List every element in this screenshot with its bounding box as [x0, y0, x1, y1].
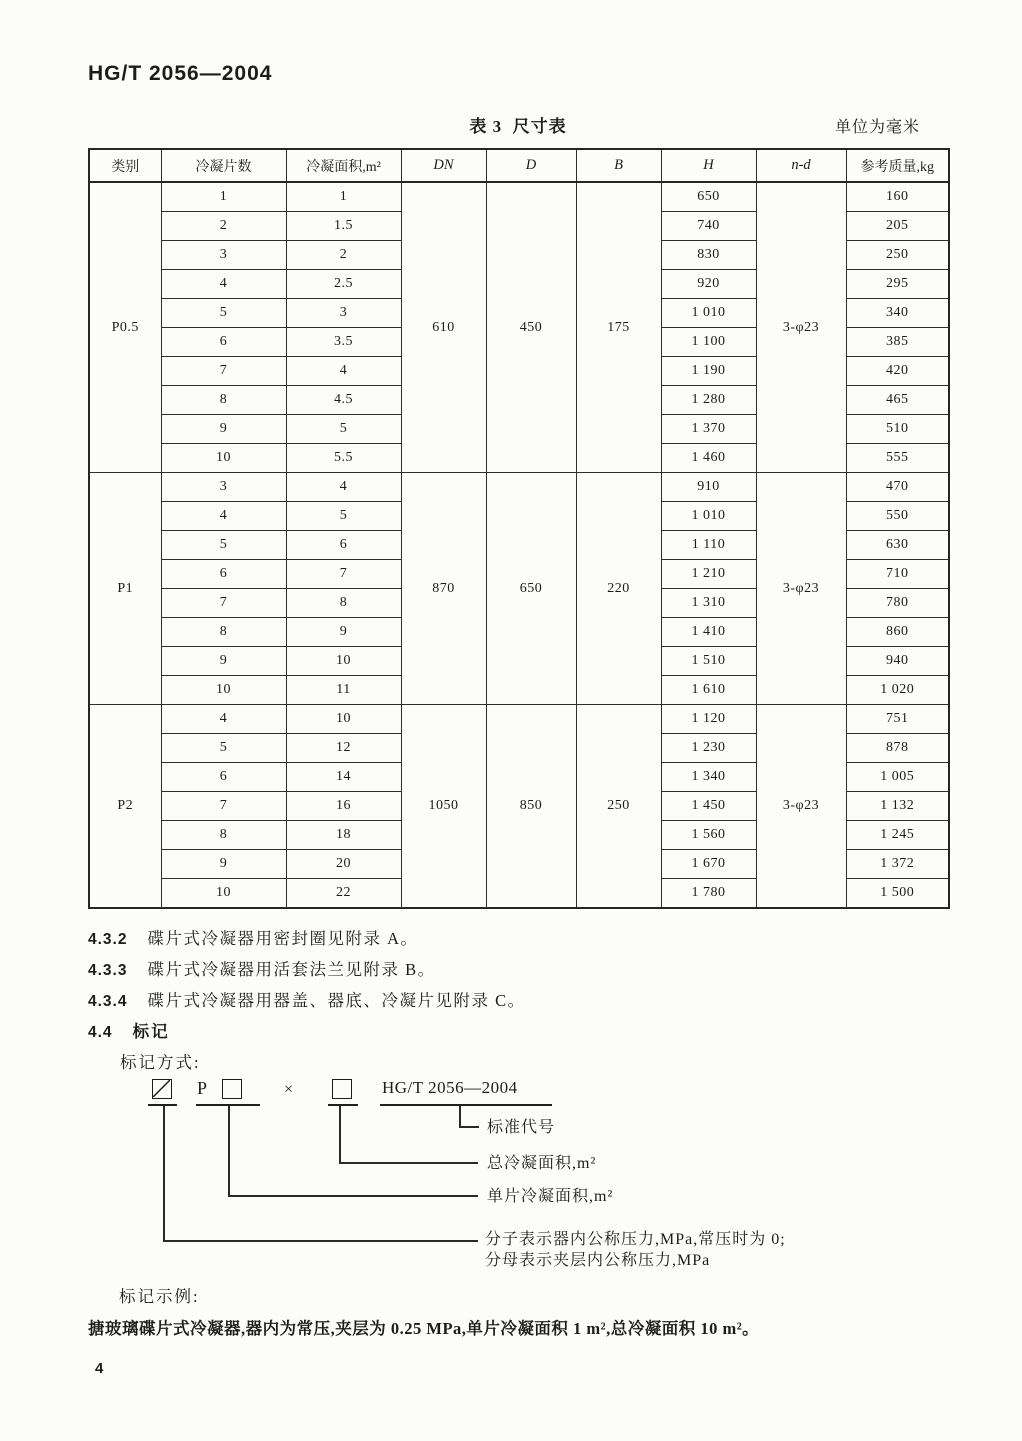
cell-mass: 550: [846, 502, 949, 531]
underline: [328, 1104, 358, 1106]
cell-h: 1 410: [661, 618, 756, 647]
cell-area: 1: [286, 182, 401, 212]
column-header-7: n-d: [756, 149, 846, 182]
column-header-5: B: [576, 149, 661, 182]
cell-b: 175: [576, 182, 661, 473]
cell-mass: 250: [846, 241, 949, 270]
cell-mass: 470: [846, 473, 949, 502]
cell-nd: 3-φ23: [756, 473, 846, 705]
column-header-3: DN: [401, 149, 486, 182]
single-area-box: [222, 1079, 242, 1099]
cell-mass: 1 500: [846, 879, 949, 909]
cell-mass: 710: [846, 560, 949, 589]
clause-4-3-4: [88, 991, 526, 1022]
cell-mass: 420: [846, 357, 949, 386]
marking-standard-code: HG/T 2056—2004: [382, 1078, 518, 1097]
cell-mass: 630: [846, 531, 949, 560]
cell-h: 1 230: [661, 734, 756, 763]
cell-area: 5: [286, 415, 401, 444]
cell-pieces: 4: [161, 502, 286, 531]
cell-h: 1 010: [661, 502, 756, 531]
cell-area: 2.5: [286, 270, 401, 299]
table-row: [89, 182, 949, 212]
cell-pieces: 8: [161, 618, 286, 647]
cell-pieces: 9: [161, 415, 286, 444]
clause-number: 4.3.2: [88, 931, 128, 948]
cell-d: 850: [486, 705, 576, 909]
label-single-area: 单片冷凝面积,m²: [487, 1188, 614, 1205]
leader-line: [339, 1162, 478, 1164]
column-header-2: 冷凝面积,m²: [286, 149, 401, 182]
cell-mass: 510: [846, 415, 949, 444]
cell-pieces: 10: [161, 879, 286, 909]
clause-number: 4.3.3: [88, 962, 128, 979]
column-header-0: 类别: [89, 149, 161, 182]
cell-mass: 860: [846, 618, 949, 647]
cell-area: 1.5: [286, 212, 401, 241]
cell-mass: 555: [846, 444, 949, 473]
cell-b: 220: [576, 473, 661, 705]
cell-area: 3.5: [286, 328, 401, 357]
cell-nd: 3-φ23: [756, 705, 846, 909]
cell-b: 250: [576, 705, 661, 909]
cell-area: 10: [286, 705, 401, 734]
cell-pieces: 5: [161, 734, 286, 763]
cell-h: 910: [661, 473, 756, 502]
cell-h: 740: [661, 212, 756, 241]
cell-area: 4.5: [286, 386, 401, 415]
cell-mass: 1 020: [846, 676, 949, 705]
clause-text: 碟片式冷凝器用活套法兰见附录 B。: [147, 960, 436, 979]
cell-area: 18: [286, 821, 401, 850]
clause-number: 4.4: [88, 1024, 113, 1041]
cell-mass: 1 245: [846, 821, 949, 850]
cell-d: 650: [486, 473, 576, 705]
cell-area: 5: [286, 502, 401, 531]
fraction-slash-icon: [153, 1080, 170, 1097]
leader-line: [339, 1106, 341, 1163]
cell-mass: 465: [846, 386, 949, 415]
cell-h: 1 780: [661, 879, 756, 909]
cell-h: 1 210: [661, 560, 756, 589]
clause-text: 碟片式冷凝器用密封圈见附录 A。: [147, 929, 419, 948]
cell-h: 1 670: [661, 850, 756, 879]
cell-dn: 870: [401, 473, 486, 705]
cell-pieces: 7: [161, 589, 286, 618]
table-caption-row: [88, 112, 948, 138]
leader-line: [163, 1240, 478, 1242]
cell-category: P2: [89, 705, 161, 909]
cell-h: 1 560: [661, 821, 756, 850]
pressure-fraction-box: [152, 1079, 172, 1099]
cell-pieces: 4: [161, 270, 286, 299]
label-pressure: [485, 1229, 786, 1271]
cell-h: 1 460: [661, 444, 756, 473]
cell-pieces: 6: [161, 763, 286, 792]
column-header-4: D: [486, 149, 576, 182]
cell-pieces: 5: [161, 531, 286, 560]
cell-area: 20: [286, 850, 401, 879]
cell-area: 12: [286, 734, 401, 763]
cell-mass: 1 005: [846, 763, 949, 792]
cell-h: 830: [661, 241, 756, 270]
cell-pieces: 9: [161, 850, 286, 879]
label-pressure-line2: 分母表示夹层内公称压力,MPa: [485, 1252, 711, 1269]
cell-mass: 940: [846, 647, 949, 676]
cell-h: 1 310: [661, 589, 756, 618]
column-header-8: 参考质量,kg: [846, 149, 949, 182]
table-caption: 表 3 尺寸表: [469, 117, 567, 136]
cell-dn: 610: [401, 182, 486, 473]
leader-line: [459, 1126, 479, 1128]
cell-pieces: 10: [161, 444, 286, 473]
cell-area: 10: [286, 647, 401, 676]
clause-list: [88, 929, 526, 1053]
example-text: 搪玻璃碟片式冷凝器,器内为常压,夹层为 0.25 MPa,单片冷凝面积 1 m²,总冷凝面积 10 m²。: [88, 1319, 760, 1338]
table-header-row: [89, 149, 949, 182]
cell-h: 650: [661, 182, 756, 212]
cell-area: 9: [286, 618, 401, 647]
cell-h: 1 110: [661, 531, 756, 560]
leader-line: [459, 1106, 461, 1126]
cell-mass: 340: [846, 299, 949, 328]
cell-dn: 1050: [401, 705, 486, 909]
clause-text: 标记: [132, 1022, 170, 1041]
cell-pieces: 3: [161, 473, 286, 502]
cell-pieces: 5: [161, 299, 286, 328]
cell-h: 1 100: [661, 328, 756, 357]
total-area-box: [332, 1079, 352, 1099]
label-total-area: 总冷凝面积,m²: [487, 1155, 597, 1172]
cell-pieces: 9: [161, 647, 286, 676]
cell-h: 1 450: [661, 792, 756, 821]
cell-pieces: 3: [161, 241, 286, 270]
cell-pieces: 6: [161, 560, 286, 589]
table-row: [89, 705, 949, 734]
cell-pieces: 8: [161, 821, 286, 850]
cell-h: 1 510: [661, 647, 756, 676]
cell-mass: 205: [846, 212, 949, 241]
table-body: [89, 182, 949, 908]
cell-h: 1 010: [661, 299, 756, 328]
cell-mass: 1 372: [846, 850, 949, 879]
label-pressure-line1: 分子表示器内公称压力,MPa,常压时为 0;: [485, 1231, 786, 1248]
times-symbol: ×: [284, 1081, 294, 1098]
cell-pieces: 4: [161, 705, 286, 734]
cell-h: 1 340: [661, 763, 756, 792]
cell-mass: 751: [846, 705, 949, 734]
cell-area: 16: [286, 792, 401, 821]
cell-area: 11: [286, 676, 401, 705]
cell-area: 14: [286, 763, 401, 792]
cell-nd: 3-φ23: [756, 182, 846, 473]
example-label: 标记示例:: [119, 1287, 200, 1306]
dimension-table: [88, 148, 950, 909]
cell-area: 5.5: [286, 444, 401, 473]
cell-h: 1 280: [661, 386, 756, 415]
cell-pieces: 1: [161, 182, 286, 212]
cell-mass: 780: [846, 589, 949, 618]
page-number: 4: [95, 1360, 104, 1377]
column-header-1: 冷凝片数: [161, 149, 286, 182]
cell-pieces: 7: [161, 357, 286, 386]
cell-area: 7: [286, 560, 401, 589]
standard-code-header: HG/T 2056—2004: [88, 62, 273, 85]
cell-h: 1 610: [661, 676, 756, 705]
leader-line: [163, 1106, 165, 1241]
cell-pieces: 6: [161, 328, 286, 357]
cell-h: 1 370: [661, 415, 756, 444]
cell-pieces: 10: [161, 676, 286, 705]
cell-area: 22: [286, 879, 401, 909]
cell-h: 1 190: [661, 357, 756, 386]
clause-4-3-2: [88, 929, 526, 960]
cell-mass: 295: [846, 270, 949, 299]
marking-method-label: 标记方式:: [120, 1053, 201, 1072]
cell-area: 3: [286, 299, 401, 328]
cell-mass: 385: [846, 328, 949, 357]
clause-text: 碟片式冷凝器用器盖、器底、冷凝片见附录 C。: [147, 991, 526, 1010]
leader-line: [228, 1106, 230, 1196]
cell-area: 2: [286, 241, 401, 270]
cell-pieces: 7: [161, 792, 286, 821]
cell-area: 8: [286, 589, 401, 618]
cell-category: P1: [89, 473, 161, 705]
cell-h: 1 120: [661, 705, 756, 734]
cell-mass: 160: [846, 182, 949, 212]
label-standard-code: 标准代号: [487, 1119, 556, 1136]
cell-d: 450: [486, 182, 576, 473]
cell-area: 4: [286, 473, 401, 502]
p-symbol: P: [197, 1078, 208, 1098]
cell-area: 6: [286, 531, 401, 560]
underline: [380, 1104, 552, 1106]
clause-4-3-3: [88, 960, 526, 991]
cell-category: P0.5: [89, 182, 161, 473]
table-row: [89, 473, 949, 502]
cell-h: 920: [661, 270, 756, 299]
cell-pieces: 2: [161, 212, 286, 241]
cell-mass: 1 132: [846, 792, 949, 821]
cell-area: 4: [286, 357, 401, 386]
leader-line: [228, 1195, 478, 1197]
clause-number: 4.3.4: [88, 993, 128, 1010]
unit-note: 单位为毫米: [834, 119, 920, 136]
cell-pieces: 8: [161, 386, 286, 415]
cell-mass: 878: [846, 734, 949, 763]
column-header-6: H: [661, 149, 756, 182]
